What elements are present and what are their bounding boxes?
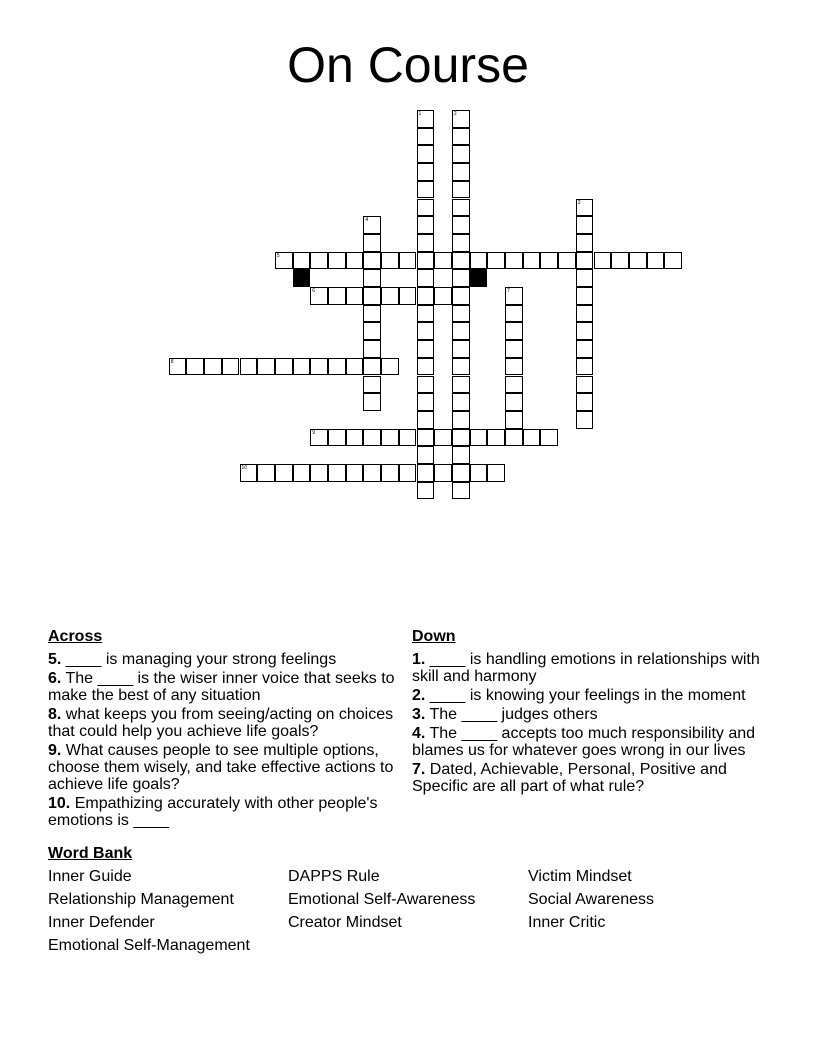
crossword-cell[interactable]: [417, 429, 435, 447]
crossword-cell[interactable]: [363, 464, 381, 482]
clue-text: The ____ accepts too much responsibility and blames us for whatever goes wrong in our lives: [412, 725, 756, 759]
word-bank-item: Inner Defender: [48, 914, 155, 931]
crossword-cell[interactable]: [346, 252, 364, 270]
crossword-cell[interactable]: [363, 269, 381, 287]
crossword-cell[interactable]: [434, 464, 452, 482]
crossword-cell[interactable]: [576, 269, 594, 287]
crossword-cell[interactable]: [576, 234, 594, 252]
crossword-cell[interactable]: [399, 429, 417, 447]
word-bank-heading: Word Bank: [48, 845, 133, 862]
crossword-cell[interactable]: [363, 252, 381, 270]
clue-text: ____ is knowing your feelings in the moment: [429, 687, 746, 704]
cell-number: 2: [453, 111, 457, 117]
crossword-cell[interactable]: [505, 340, 523, 358]
clue-across-5: [48, 651, 406, 668]
clue-across-8: [48, 706, 406, 740]
crossword-cell[interactable]: [328, 287, 346, 305]
clue-down-7: [412, 761, 770, 795]
crossword-cell[interactable]: [470, 252, 488, 270]
crossword-cell[interactable]: [363, 393, 381, 411]
crossword-cell[interactable]: [381, 252, 399, 270]
crossword-cell[interactable]: [293, 464, 311, 482]
crossword-cell[interactable]: [417, 163, 435, 181]
crossword-cell[interactable]: [363, 429, 381, 447]
crossword-cell[interactable]: [310, 429, 328, 447]
crossword-cell[interactable]: [363, 216, 381, 234]
crossword-cell[interactable]: [505, 287, 523, 305]
crossword-cell[interactable]: [346, 358, 364, 376]
clue-number: 4.: [412, 725, 426, 742]
down-clues: [412, 628, 770, 797]
crossword-cell[interactable]: [452, 322, 470, 340]
crossword-cell[interactable]: [611, 252, 629, 270]
cell-number: 9: [312, 429, 316, 436]
cell-number: 10: [241, 465, 248, 471]
crossword-cell[interactable]: [487, 429, 505, 447]
crossword-cell[interactable]: [664, 252, 682, 270]
crossword-cell[interactable]: [576, 376, 594, 394]
crossword-cell[interactable]: [169, 358, 187, 376]
crossword-cell[interactable]: [222, 358, 240, 376]
crossword-cell[interactable]: [629, 252, 647, 270]
clue-down-1: [412, 651, 770, 685]
crossword-cell[interactable]: [505, 411, 523, 429]
crossword-cell[interactable]: [363, 287, 381, 305]
crossword-cell[interactable]: [505, 376, 523, 394]
word-bank-item: Inner Guide: [48, 868, 132, 885]
crossword-cell[interactable]: [576, 393, 594, 411]
clue-text: what keeps you from seeing/acting on choices that could help you achieve life goals?: [48, 706, 394, 740]
crossword-cell[interactable]: [558, 252, 576, 270]
crossword-cell[interactable]: [452, 252, 470, 270]
crossword-cell[interactable]: [293, 358, 311, 376]
crossword-cell[interactable]: [328, 358, 346, 376]
crossword-cell[interactable]: [452, 163, 470, 181]
crossword-cell[interactable]: [576, 216, 594, 234]
cell-number: 4: [365, 217, 369, 224]
clue-across-9: [48, 742, 406, 793]
crossword-cell[interactable]: [434, 287, 452, 305]
crossword-cell[interactable]: [452, 234, 470, 252]
crossword-cell[interactable]: [328, 429, 346, 447]
crossword-cell[interactable]: [452, 340, 470, 358]
crossword-cell[interactable]: [452, 446, 470, 464]
crossword-cell[interactable]: [275, 252, 293, 270]
crossword-cell[interactable]: [240, 464, 258, 482]
crossword-cell[interactable]: [576, 411, 594, 429]
crossword-cell[interactable]: [576, 252, 594, 270]
crossword-cell[interactable]: [540, 252, 558, 270]
crossword-cell[interactable]: [452, 216, 470, 234]
crossword-cell[interactable]: [417, 145, 435, 163]
crossword-cell[interactable]: [505, 252, 523, 270]
crossword-cell[interactable]: [310, 464, 328, 482]
word-bank-item: Inner Critic: [528, 914, 606, 931]
clue-number: 5.: [48, 651, 62, 668]
word-bank-item: Victim Mindset: [528, 868, 632, 885]
crossword-cell[interactable]: [399, 464, 417, 482]
crossword-cell[interactable]: [310, 252, 328, 270]
page-title: On Course: [287, 37, 529, 93]
crossword-cell[interactable]: [417, 358, 435, 376]
crossword-cell[interactable]: [452, 145, 470, 163]
crossword-cell[interactable]: [346, 429, 364, 447]
clue-text: ____ is handling emotions in relationships with skill and harmony: [412, 651, 760, 685]
clue-down-3: [412, 706, 770, 723]
word-bank-item: Emotional Self-Awareness: [288, 891, 476, 908]
crossword-cell[interactable]: [417, 110, 435, 128]
crossword-cell[interactable]: [417, 199, 435, 217]
crossword-cell[interactable]: [576, 199, 594, 217]
down-heading: Down: [412, 628, 456, 645]
crossword-cell[interactable]: [275, 464, 293, 482]
crossword-cell[interactable]: [310, 287, 328, 305]
crossword-cell[interactable]: [257, 358, 275, 376]
clue-text: What causes people to see multiple options, choose them wisely, and take effective actions to achieve life goals?: [48, 742, 394, 793]
crossword-cell[interactable]: [417, 216, 435, 234]
clue-text: Empathizing accurately with other people's emotions is ____: [48, 795, 378, 829]
crossword-cell[interactable]: [363, 376, 381, 394]
cell-number: 1: [418, 111, 422, 117]
crossword-cell[interactable]: [576, 340, 594, 358]
crossword-cell[interactable]: [346, 464, 364, 482]
crossword-cell[interactable]: [417, 376, 435, 394]
cell-number: 8: [170, 358, 174, 365]
word-bank-item: DAPPS Rule: [288, 868, 380, 885]
crossword-cell[interactable]: [505, 358, 523, 376]
crossword-block: [293, 269, 311, 287]
word-bank-item: Emotional Self-Management: [48, 937, 250, 954]
crossword-cell[interactable]: [576, 358, 594, 376]
clue-number: 3.: [412, 706, 426, 723]
clue-number: 9.: [48, 742, 62, 759]
crossword-cell[interactable]: [417, 234, 435, 252]
crossword-cell[interactable]: [310, 358, 328, 376]
crossword-cell[interactable]: [452, 464, 470, 482]
crossword-cell[interactable]: [594, 252, 612, 270]
crossword-cell[interactable]: [417, 287, 435, 305]
crossword-cell[interactable]: [487, 464, 505, 482]
crossword-block: [470, 269, 488, 287]
crossword-cell[interactable]: [647, 252, 665, 270]
word-bank-item: Social Awareness: [528, 891, 654, 908]
crossword-cell[interactable]: [470, 429, 488, 447]
clue-number: 8.: [48, 706, 62, 723]
crossword-cell[interactable]: [452, 181, 470, 199]
crossword-cell[interactable]: [505, 322, 523, 340]
crossword-cell[interactable]: [417, 482, 435, 500]
word-bank-item: Relationship Management: [48, 891, 234, 908]
crossword-cell[interactable]: [434, 429, 452, 447]
crossword-cell[interactable]: [275, 358, 293, 376]
crossword-cell[interactable]: [452, 429, 470, 447]
crossword-cell[interactable]: [523, 429, 541, 447]
crossword-cell[interactable]: [434, 252, 452, 270]
crossword-cell[interactable]: [257, 464, 275, 482]
crossword-cell[interactable]: [576, 287, 594, 305]
crossword-cell[interactable]: [417, 393, 435, 411]
crossword-cell[interactable]: [399, 287, 417, 305]
crossword-cell[interactable]: [186, 358, 204, 376]
clue-number: 2.: [412, 687, 426, 704]
clue-across-6: [48, 670, 406, 704]
crossword-cell[interactable]: [505, 429, 523, 447]
clue-number: 6.: [48, 670, 62, 687]
cell-number: 3: [577, 199, 581, 206]
crossword-grid: [0, 0, 816, 520]
crossword-cell[interactable]: [417, 340, 435, 358]
crossword-cell[interactable]: [452, 110, 470, 128]
crossword-cell[interactable]: [505, 305, 523, 323]
cell-number: 7: [507, 288, 510, 294]
clue-down-4: [412, 725, 770, 759]
crossword-cell[interactable]: [417, 322, 435, 340]
crossword-cell[interactable]: [452, 287, 470, 305]
across-heading: Across: [48, 628, 103, 645]
crossword-cell[interactable]: [417, 128, 435, 146]
crossword-cell[interactable]: [417, 411, 435, 429]
across-clues: [48, 628, 406, 831]
cell-number: 5: [276, 252, 280, 259]
crossword-cell[interactable]: [452, 411, 470, 429]
crossword-cell[interactable]: [399, 252, 417, 270]
crossword-cell[interactable]: [381, 429, 399, 447]
crossword-cell[interactable]: [328, 464, 346, 482]
crossword-cell[interactable]: [328, 252, 346, 270]
crossword-cell[interactable]: [452, 199, 470, 217]
crossword-cell[interactable]: [346, 287, 364, 305]
crossword-cell[interactable]: [540, 429, 558, 447]
clue-number: 1.: [412, 651, 426, 668]
crossword-cell[interactable]: [576, 305, 594, 323]
crossword-cell[interactable]: [417, 181, 435, 199]
crossword-cell[interactable]: [293, 252, 311, 270]
crossword-cell[interactable]: [381, 464, 399, 482]
crossword-cell[interactable]: [417, 464, 435, 482]
clue-number: 10.: [48, 795, 71, 812]
cell-number: 6: [312, 288, 316, 294]
crossword-cell[interactable]: [363, 322, 381, 340]
crossword-cell[interactable]: [576, 322, 594, 340]
crossword-cell[interactable]: [381, 358, 399, 376]
crossword-cell[interactable]: [505, 393, 523, 411]
crossword-cell[interactable]: [487, 252, 505, 270]
crossword-cell[interactable]: [452, 128, 470, 146]
crossword-cell[interactable]: [452, 305, 470, 323]
crossword-cell[interactable]: [452, 482, 470, 500]
crossword-cell[interactable]: [204, 358, 222, 376]
crossword-cell[interactable]: [363, 305, 381, 323]
crossword-cell[interactable]: [417, 252, 435, 270]
crossword-cell[interactable]: [381, 287, 399, 305]
crossword-cell[interactable]: [452, 376, 470, 394]
clue-text: Dated, Achievable, Personal, Positive and Specific are all part of what rule?: [412, 761, 727, 795]
crossword-cell[interactable]: [240, 358, 258, 376]
clue-number: 7.: [412, 761, 426, 778]
word-bank-item: Creator Mindset: [288, 914, 402, 931]
crossword-cell[interactable]: [417, 446, 435, 464]
clue-across-10: [48, 795, 406, 829]
clue-down-2: [412, 687, 770, 704]
crossword-cell[interactable]: [452, 358, 470, 376]
crossword-cell[interactable]: [363, 234, 381, 252]
crossword-cell[interactable]: [470, 464, 488, 482]
crossword-cell[interactable]: [452, 393, 470, 411]
clue-text: The ____ judges others: [429, 706, 598, 723]
crossword-cell[interactable]: [452, 269, 470, 287]
crossword-cell[interactable]: [417, 305, 435, 323]
clue-text: ____ is managing your strong feelings: [65, 651, 337, 668]
crossword-cell[interactable]: [363, 340, 381, 358]
crossword-cell[interactable]: [417, 269, 435, 287]
crossword-cell[interactable]: [523, 252, 541, 270]
crossword-cell[interactable]: [363, 358, 381, 376]
clue-text: The ____ is the wiser inner voice that seeks to make the best of any situation: [48, 670, 395, 704]
